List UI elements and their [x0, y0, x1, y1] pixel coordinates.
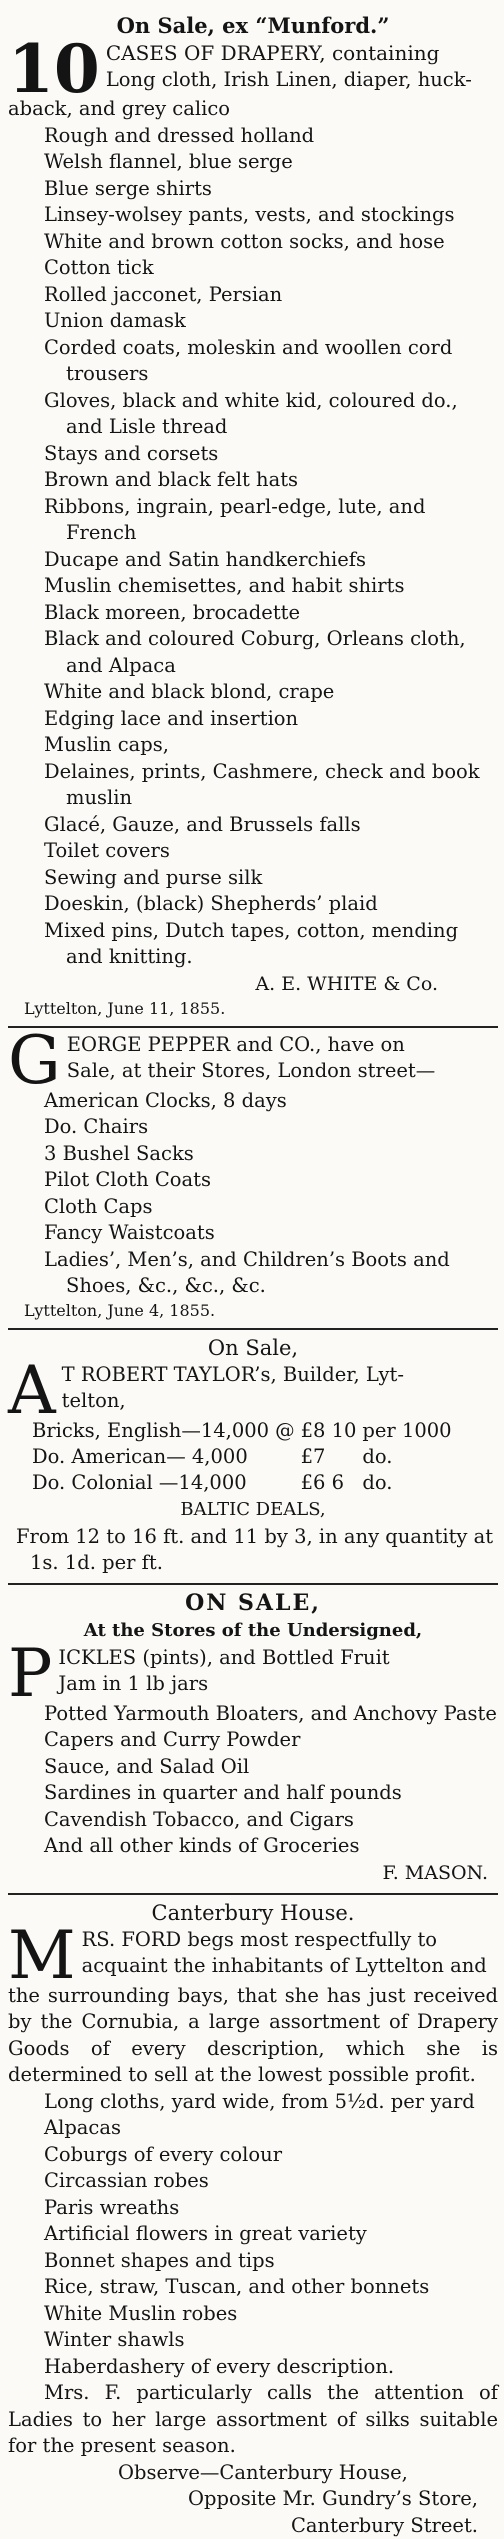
divider	[8, 1026, 498, 1028]
intro-line: telton,	[8, 1388, 498, 1415]
list-item: Paris wreaths	[8, 2195, 498, 2222]
list-item: Gloves, black and white kid, coloured do., and Lisle thread	[8, 388, 498, 441]
list-item: Edging lace and insertion	[8, 706, 498, 733]
deals-text: From 12 to 16 ft. and 11 by 3, in any quantity at 1s. 1d. per ft.	[8, 1524, 498, 1577]
intro-first-line: EORGE PEPPER and CO., have on	[8, 1032, 498, 1059]
advert-signature: A. E. WHITE & Co.	[8, 971, 498, 998]
list-item: And all other kinds of Groceries	[8, 1833, 498, 1860]
list-item: Brown and black felt hats	[8, 467, 498, 494]
list-item: Union damask	[8, 308, 498, 335]
list-item: Potted Yarmouth Bloaters, and Anchovy Paste	[8, 1701, 498, 1728]
list-item: 3 Bushel Sacks	[8, 1141, 498, 1168]
advert-intro	[8, 1645, 498, 1698]
drop-cap: A	[8, 1364, 56, 1418]
list-item: Stays and corsets	[8, 441, 498, 468]
list-item: Glacé, Gauze, and Brussels falls	[8, 812, 498, 839]
price-at	[275, 1470, 301, 1496]
price-row	[32, 1444, 458, 1470]
price-price: £7	[301, 1444, 363, 1470]
list-item: Sewing and purse silk	[8, 865, 498, 892]
list-item: Doeskin, (black) Shepherds’ plaid	[8, 891, 498, 918]
list-item: Sardines in quarter and half pounds	[8, 1780, 498, 1807]
list-item: Ducape and Satin handkerchiefs	[8, 547, 498, 574]
drop-cap: P	[8, 1647, 52, 1701]
advert-signature: F. MASON.	[8, 1860, 498, 1887]
advert-heading: ON SALE,	[8, 1589, 498, 1617]
price-row	[32, 1470, 458, 1496]
intro-line: Sale, at their Stores, London street—	[8, 1058, 498, 1085]
advert-notice: Mrs. F. particularly calls the attention of Ladies to her large assortment of silks suitable for the present season.	[8, 2380, 498, 2460]
list-item: Cloth Caps	[8, 1194, 498, 1221]
observe-line: Observe—Canterbury House,	[8, 2460, 498, 2487]
list-item: Muslin chemisettes, and habit shirts	[8, 573, 498, 600]
item-list	[8, 1088, 498, 1300]
advert-taylor	[8, 1334, 498, 1577]
address-line: Opposite Mr. Gundry’s Store,	[8, 2486, 498, 2513]
list-item: Blue serge shirts	[8, 176, 498, 203]
list-item: Fancy Waistcoats	[8, 1220, 498, 1247]
price-item: Do. American— 4,000	[32, 1444, 275, 1470]
list-item: Rice, straw, Tuscan, and other bonnets	[8, 2274, 498, 2301]
list-item: Corded coats, moleskin and woollen cord trousers	[8, 335, 498, 388]
price-unit: per 1000	[362, 1418, 457, 1444]
list-item: Black and coloured Coburg, Orleans cloth, and Alpaca	[8, 626, 498, 679]
list-item: Rough and dressed holland	[8, 123, 498, 150]
list-item: Ribbons, ingrain, pearl-edge, lute, and French	[8, 494, 498, 547]
intro-first-line: T ROBERT TAYLOR’s, Builder, Lyt-	[8, 1362, 498, 1389]
price-price: £6 6	[301, 1470, 363, 1496]
advert-pepper	[8, 1032, 498, 1322]
address-line: Canterbury Street.	[8, 2513, 498, 2539]
item-list	[8, 2089, 498, 2381]
list-item: White and brown cotton socks, and hose	[8, 229, 498, 256]
intro-first-line: RS. FORD begs most respectfully to	[8, 1927, 498, 1954]
advert-date: Lyttelton, June 11, 1855.	[8, 998, 498, 1020]
list-item: Do. Chairs	[8, 1114, 498, 1141]
list-item: Circassian robes	[8, 2168, 498, 2195]
advert-heading: Canterbury House.	[8, 1899, 498, 1927]
intro-first-line: ICKLES (pints), and Bottled Fruit	[8, 1645, 498, 1672]
advert-intro	[8, 1362, 498, 1415]
list-item: Rolled jacconet, Persian	[8, 282, 498, 309]
intro-line: acquaint the inhabitants of Lyttelton and	[8, 1953, 498, 1980]
list-item: Coburgs of every colour	[8, 2142, 498, 2169]
intro-first-line: CASES OF DRAPERY, containing	[8, 40, 498, 67]
advert-intro	[8, 1927, 498, 1980]
price-item: Do. Colonial —14,000	[32, 1470, 275, 1496]
divider	[8, 1583, 498, 1585]
advert-subheading: BALTIC DEALS,	[8, 1496, 498, 1524]
list-item: Mixed pins, Dutch tapes, cotton, mending and knitting.	[8, 918, 498, 971]
advert-heading: On Sale,	[8, 1334, 498, 1362]
advert-heading: On Sale, ex “Munford.”	[8, 12, 498, 40]
price-at	[275, 1444, 301, 1470]
item-list	[8, 123, 498, 971]
list-item: Toilet covers	[8, 838, 498, 865]
divider	[8, 1328, 498, 1330]
list-item: Ladies’, Men’s, and Children’s Boots and Shoes, &c., &c., &c.	[8, 1247, 498, 1300]
price-at: @	[275, 1418, 301, 1444]
list-item: Delaines, prints, Cashmere, check and book muslin	[8, 759, 498, 812]
advert-intro	[8, 1032, 498, 1085]
list-item: Bonnet shapes and tips	[8, 2248, 498, 2275]
list-item: White and black blond, crape	[8, 679, 498, 706]
list-item: Linsey-wolsey pants, vests, and stockings	[8, 202, 498, 229]
advert-intro	[8, 40, 498, 123]
price-item: Bricks, English—14,000	[32, 1418, 275, 1444]
list-item: Cotton tick	[8, 255, 498, 282]
list-item: Muslin caps,	[8, 732, 498, 759]
list-item: Capers and Curry Powder	[8, 1727, 498, 1754]
list-item: Pilot Cloth Coats	[8, 1167, 498, 1194]
item-list	[8, 1701, 498, 1860]
price-row	[32, 1418, 458, 1444]
drop-cap: 10	[8, 42, 100, 96]
list-item: Welsh flannel, blue serge	[8, 149, 498, 176]
price-unit: do.	[362, 1470, 457, 1496]
drop-cap: M	[8, 1929, 76, 1983]
list-item: Artificial flowers in great variety	[8, 2221, 498, 2248]
price-price: £8 10	[301, 1418, 363, 1444]
list-item: White Muslin robes	[8, 2301, 498, 2328]
divider	[8, 1893, 498, 1895]
advert-mason	[8, 1589, 498, 1887]
advert-subheading: At the Stores of the Undersigned,	[8, 1617, 498, 1645]
list-item: Black moreen, brocadette	[8, 600, 498, 627]
advert-white	[8, 12, 498, 1020]
list-item: Long cloths, yard wide, from 5½d. per yard	[8, 2089, 498, 2116]
intro-line: aback, and grey calico	[8, 96, 498, 123]
list-item: Cavendish Tobacco, and Cigars	[8, 1807, 498, 1834]
list-item: American Clocks, 8 days	[8, 1088, 498, 1115]
intro-line: Long cloth, Irish Linen, diaper, huck-	[8, 67, 498, 94]
list-item: Haberdashery of every description.	[8, 2354, 498, 2381]
advert-body: the surrounding bays, that she has just received by the Cornubia, a large assortment of Drapery Goods of every description, which she is determined to sell at the lowest possible profit.	[8, 1983, 498, 2089]
list-item: Sauce, and Salad Oil	[8, 1754, 498, 1781]
list-item: Winter shawls	[8, 2327, 498, 2354]
intro-line: Jam in 1 lb jars	[8, 1671, 498, 1698]
drop-cap: G	[8, 1034, 61, 1088]
advert-date: Lyttelton, June 4, 1855.	[8, 1300, 498, 1322]
price-table	[32, 1418, 458, 1496]
list-item: Alpacas	[8, 2115, 498, 2142]
price-unit: do.	[362, 1444, 457, 1470]
advert-ford	[8, 1899, 498, 2539]
